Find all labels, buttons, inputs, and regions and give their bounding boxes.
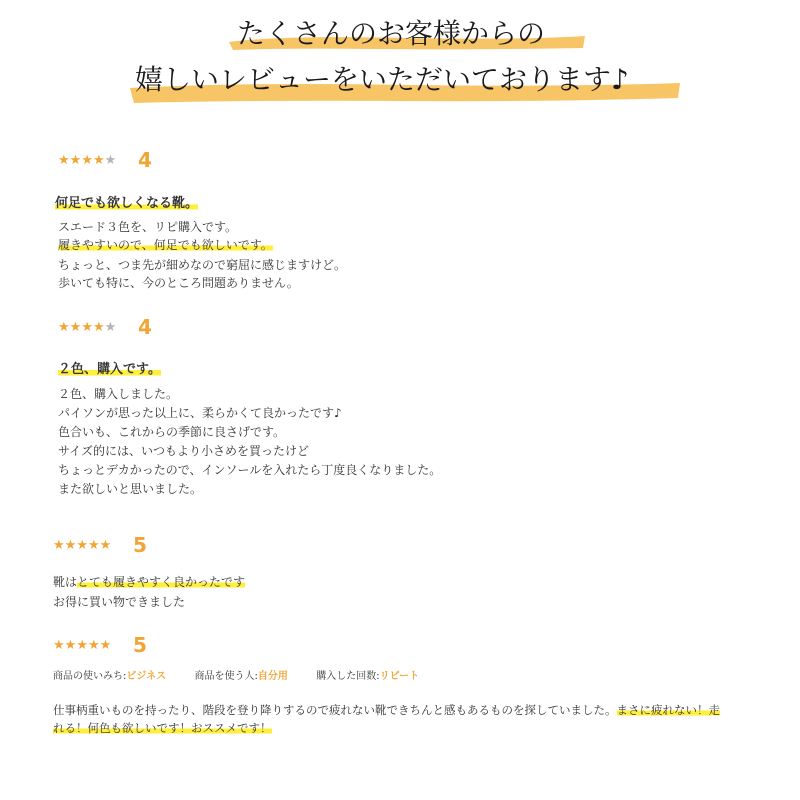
review-line: ちょっと、つま先が細めなので窮屈に感じますけど。 xyxy=(58,258,347,272)
review-meta xyxy=(53,667,419,682)
meta-label: 商品を使う人: xyxy=(194,671,258,682)
review-line-prefix: 靴は xyxy=(53,575,78,589)
rating-score: 4 xyxy=(138,148,152,172)
review-title xyxy=(55,192,198,211)
star-icon: ★ xyxy=(81,320,93,335)
review-line xyxy=(53,719,272,737)
headline-line-1: たくさんのお客様からの xyxy=(237,17,546,50)
star-icon: ★ xyxy=(99,638,112,653)
star-icon: ★ xyxy=(58,320,70,335)
star-icon: ★ xyxy=(87,638,100,653)
review-line: サイズ的には、いつもより小さめを買ったけど xyxy=(58,444,310,458)
star-icon: ★ xyxy=(64,638,77,653)
star-icon: ★ xyxy=(76,538,88,553)
star-rating xyxy=(53,638,111,653)
meta-value: リピート xyxy=(379,671,420,682)
review-line xyxy=(58,236,273,254)
review-line-marked: れる！何色も欲しいです！おススメです！ xyxy=(53,721,272,735)
star-rating xyxy=(58,320,116,335)
star-icon: ★ xyxy=(53,638,65,653)
review-line xyxy=(53,701,720,719)
meta-value: ビジネス xyxy=(126,671,167,682)
star-icon: ★ xyxy=(76,638,88,653)
rating-score: 5 xyxy=(133,533,147,557)
review-line: また欲しいと思いました。 xyxy=(58,482,203,496)
star-icon: ★ xyxy=(58,153,70,168)
review-line: 色合いも、これからの季節に良さげです。 xyxy=(58,425,286,439)
meta-value: 自分用 xyxy=(257,671,288,682)
star-icon: ★ xyxy=(99,538,112,553)
review-line: スエード３色を、リピ購入です。 xyxy=(58,220,238,234)
star-icon: ★ xyxy=(69,320,82,335)
star-rating xyxy=(58,153,116,168)
review-title-text: 何足でも欲しくなる靴。 xyxy=(55,196,199,211)
headline-line-2: 嬉しいレビューをいただいております♪ xyxy=(135,63,629,96)
review-line: ちょっとデカかったので、インソールを入れたら丁度良くなりました。 xyxy=(58,463,442,477)
rating-score: 4 xyxy=(138,315,152,339)
review-line-marked: 履きやすいので、何足でも欲しいです。 xyxy=(58,238,273,252)
star-icon: ★ xyxy=(69,153,82,168)
star-empty-icon: ★ xyxy=(104,320,117,335)
review-line: ２色、購入しました。 xyxy=(58,387,179,401)
review-line: お得に買い物できました xyxy=(53,595,186,609)
star-icon: ★ xyxy=(92,320,105,335)
review-line-marked: まさに疲れない！走 xyxy=(616,703,720,717)
review-title-text: ２色、購入です。 xyxy=(58,362,161,377)
star-icon: ★ xyxy=(53,538,65,553)
review-line: パイソンが思った以上に、柔らかくて良かったです♪ xyxy=(58,406,342,420)
review-title xyxy=(58,358,161,377)
meta-label: 商品の使いみち: xyxy=(53,671,127,682)
star-rating xyxy=(53,538,111,553)
star-icon: ★ xyxy=(87,538,100,553)
review-line-plain: 仕事柄重いものを持ったり、階段を登り降りするので疲れない靴できちんと感もあるものを探していました。 xyxy=(53,703,617,717)
review-line-marked: とても履きやすく良かったです xyxy=(77,575,246,589)
review-line xyxy=(53,573,245,591)
star-empty-icon: ★ xyxy=(104,153,117,168)
star-icon: ★ xyxy=(64,538,77,553)
meta-label: 購入した回数: xyxy=(316,671,380,682)
star-icon: ★ xyxy=(81,153,93,168)
review-line: 歩いても特に、今のところ問題ありません。 xyxy=(58,276,299,290)
star-icon: ★ xyxy=(92,153,105,168)
rating-score: 5 xyxy=(133,633,147,657)
